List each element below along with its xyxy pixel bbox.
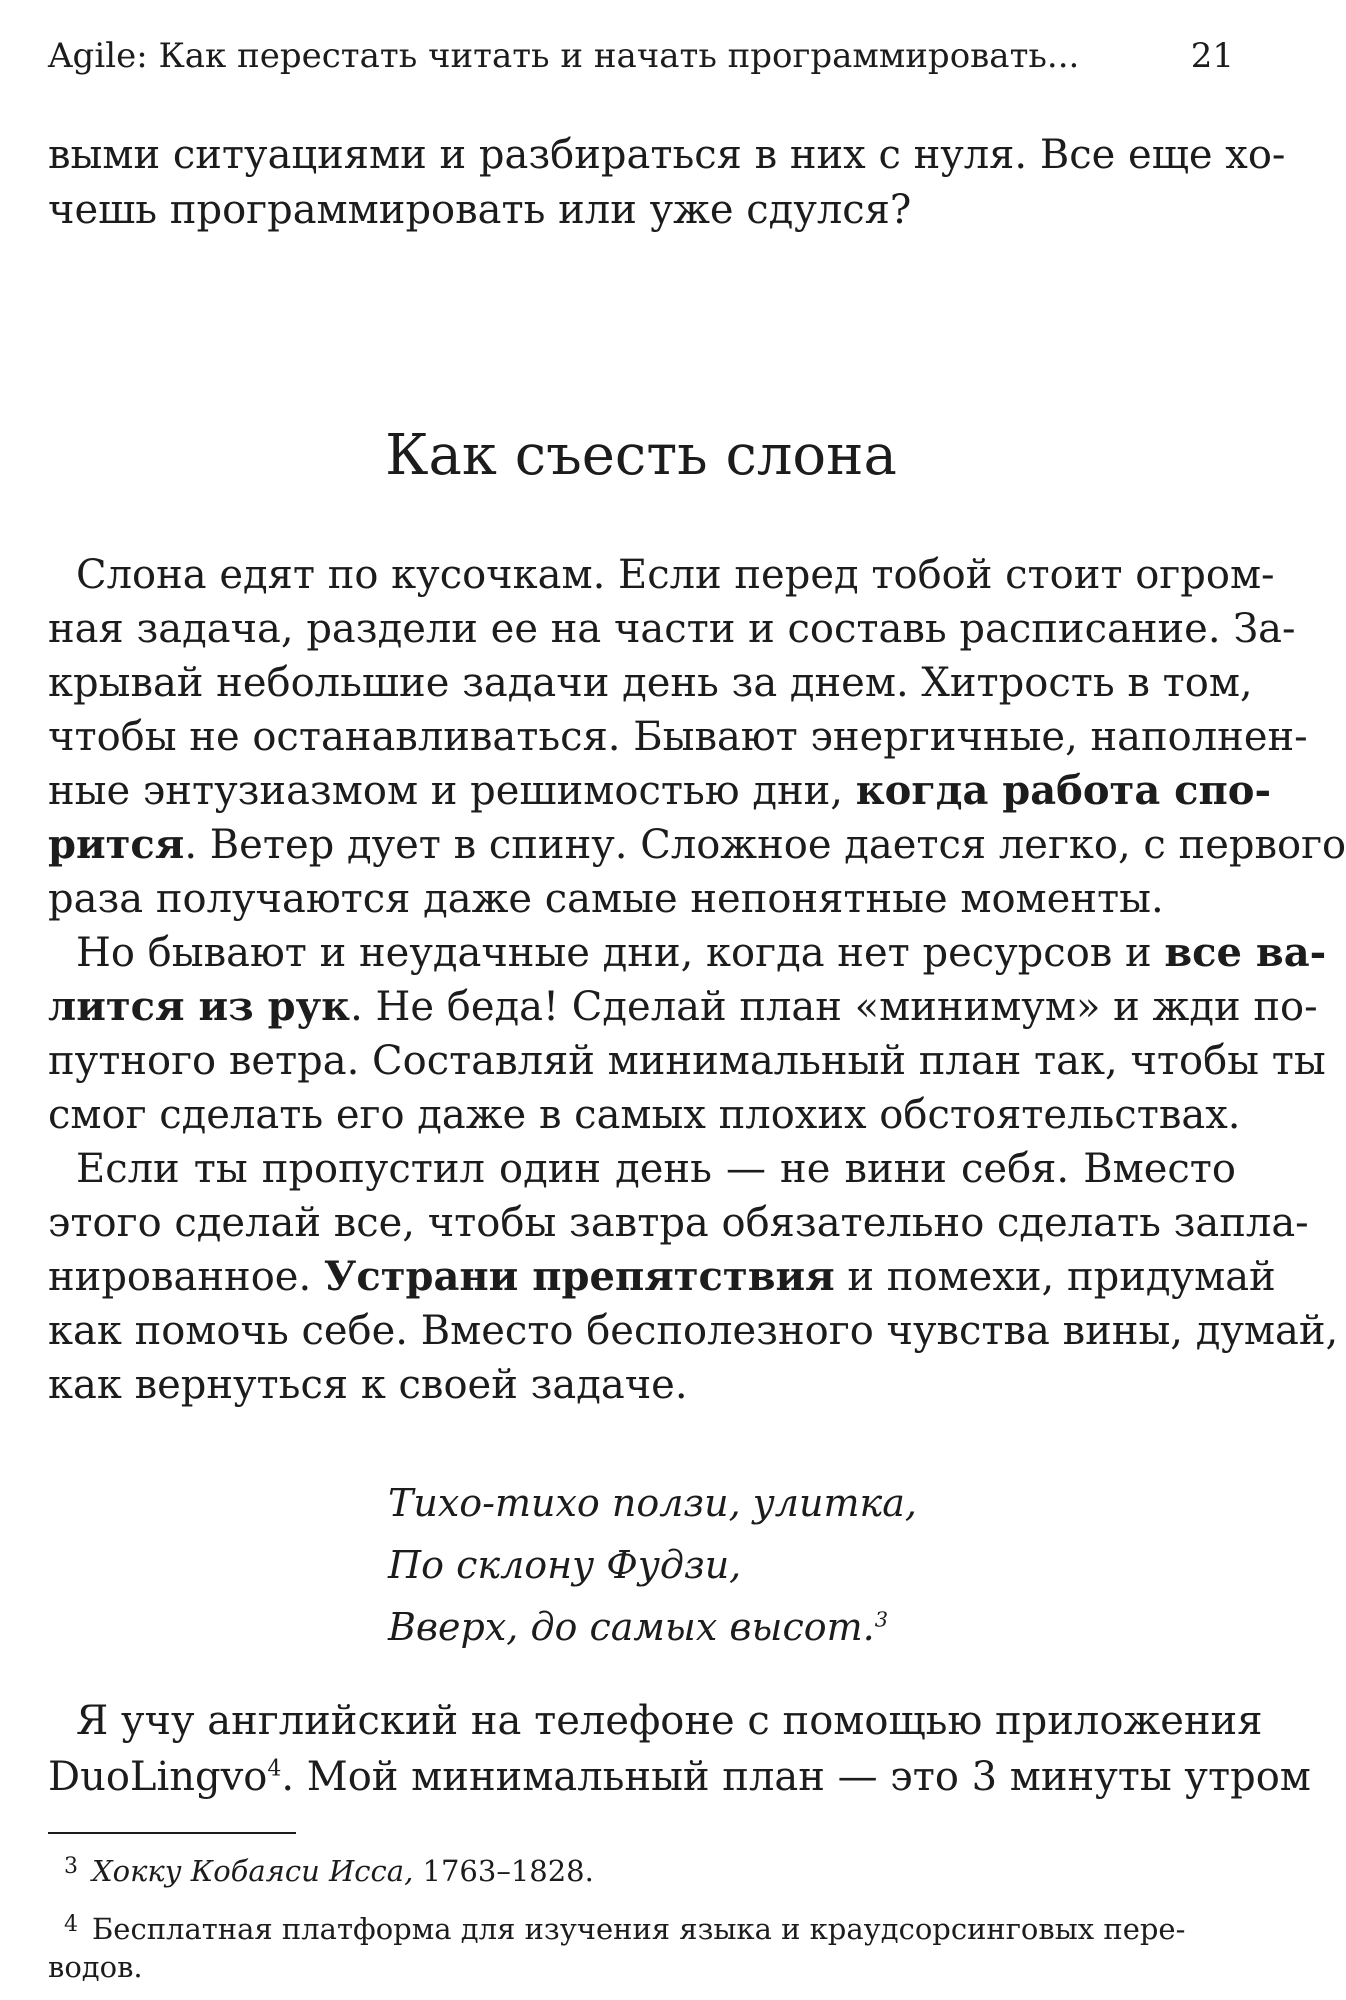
text-line: выми ситуациями и разбираться в них с нуля. Все еще хо- [48, 132, 1286, 178]
text-span: нированное. [48, 1254, 324, 1300]
running-header [48, 28, 1234, 84]
poem-line [388, 1596, 1188, 1658]
footnote [48, 1904, 1236, 1950]
text-span: Вверх, до самых высот. [388, 1605, 875, 1649]
text-line [48, 1750, 1311, 1804]
text-line: раза получаются даже самые непонятные моменты. [48, 876, 1164, 922]
text-line [48, 1250, 1276, 1304]
text-span: Но бывают и неудачные дни, когда нет ресурсов и [76, 930, 1165, 976]
text-line: ная задача, раздели ее на части и составь расписание. За- [48, 606, 1296, 652]
text-line [76, 926, 1327, 980]
bold-phrase: все ва- [1164, 929, 1327, 976]
text-line: как вернуться к своей задаче. [48, 1362, 688, 1408]
footnote-ref: 4 [267, 1756, 282, 1782]
text-span: ные энтузиазмом и решимостью дни, [48, 768, 856, 814]
text-line: как помочь себе. Вместо бесполезного чувства вины, думай, [48, 1308, 1339, 1354]
bold-phrase: рится [48, 821, 185, 868]
text-span: Бесплатная платформа для изучения языка и краудсорсинговых пере- [92, 1912, 1186, 1946]
text-line: путного ветра. Составляй минимальный план так, чтобы ты [48, 1038, 1326, 1084]
text-span: . Ветер дует в спину. Сложное дается легко, с первого [184, 822, 1346, 868]
text-span: . Мой минимальный план — это 3 минуты утром [281, 1754, 1311, 1800]
text-span: DuoLingvo [48, 1754, 268, 1800]
text-line: крывай небольшие задачи день за днем. Хитрость в том, [48, 660, 1253, 706]
section-heading: Как съесть слона [385, 423, 897, 488]
text-line [48, 980, 1318, 1034]
bold-phrase: когда работа спо- [855, 767, 1272, 814]
text-line: Слона едят по кусочкам. Если перед тобой стоит огром- [76, 552, 1275, 598]
text-span: 1763–1828. [413, 1854, 594, 1888]
footnote-number: 4 [64, 1912, 78, 1937]
footnote-italic: Хокку Кобаяси Исса, [92, 1854, 414, 1888]
text-line: чтобы не останавливаться. Бывают энергичные, наполнен- [48, 714, 1308, 760]
page-number: 21 [1190, 36, 1234, 76]
bold-phrase: лится из рук [48, 983, 351, 1030]
text-line: смог сделать его даже в самых плохих обстоятельствах. [48, 1092, 1241, 1138]
footnote-number: 3 [64, 1854, 78, 1879]
running-title: Agile: Как перестать читать и начать программировать... [48, 36, 1080, 76]
text-line [48, 764, 1272, 818]
poem-line: Тихо-тихо ползи, улитка, [388, 1481, 917, 1525]
text-line: этого сделай все, чтобы завтра обязательно сделать запла- [48, 1200, 1309, 1246]
text-line [48, 818, 1346, 872]
text-line: Если ты пропустил один день — не вини себя. Вместо [76, 1146, 1236, 1192]
poem-line: По склону Фудзи, [388, 1543, 742, 1587]
text-span: и помехи, придумай [834, 1254, 1276, 1300]
text-line: Я учу английский на телефоне с помощью приложения [76, 1698, 1263, 1744]
text-span: . Не беда! Сделай план «минимум» и жди по- [350, 984, 1318, 1030]
text-line: чешь программировать или уже сдулся? [48, 187, 912, 233]
footnote-divider [48, 1832, 296, 1834]
footnote-continuation: водов. [48, 1950, 143, 1984]
bold-phrase: Устрани препятствия [323, 1253, 835, 1300]
footnote [48, 1846, 1236, 1892]
footnote-ref: 3 [874, 1607, 889, 1632]
